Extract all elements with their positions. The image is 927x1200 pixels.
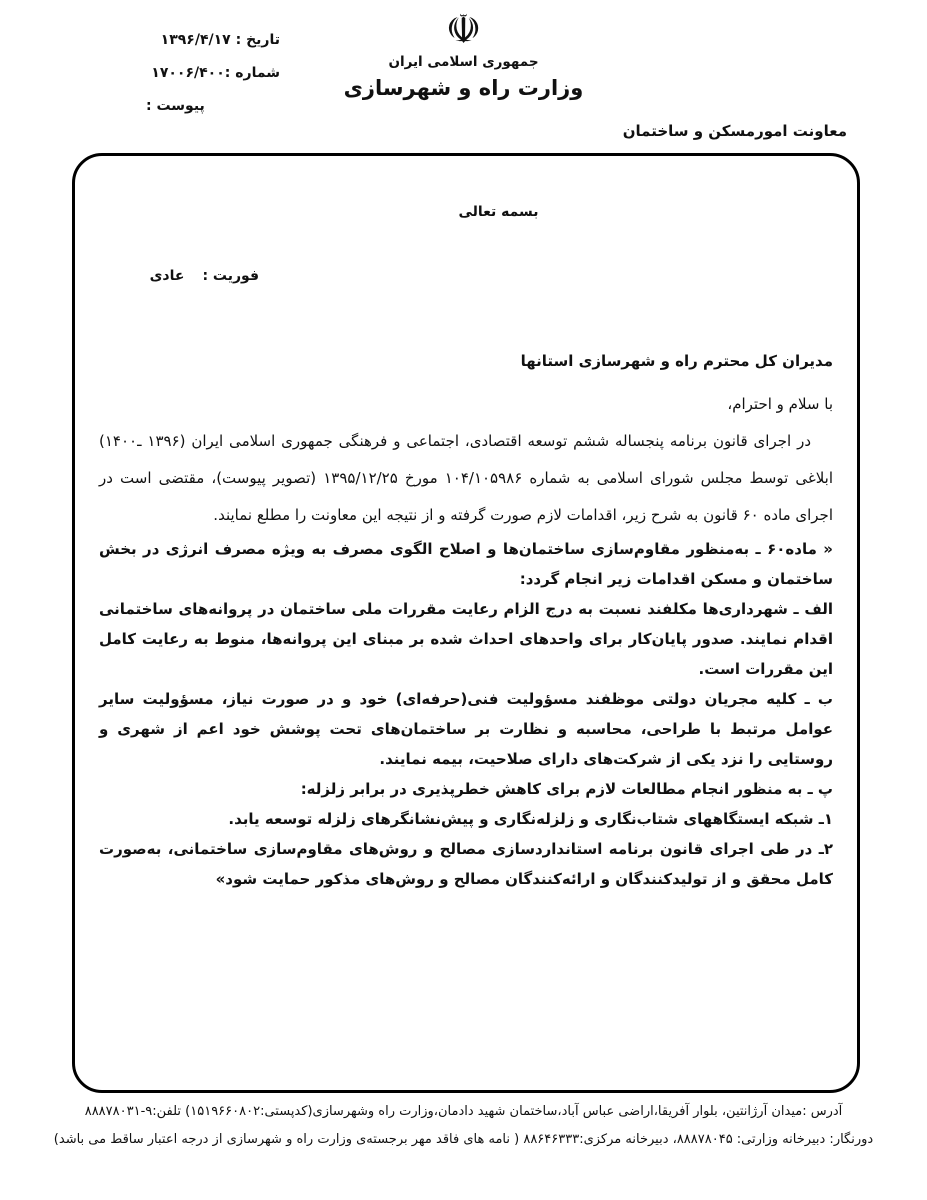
ministry-title: وزارت راه و شهرسازی: [343, 76, 584, 100]
iran-emblem-icon: ☫: [445, 7, 482, 53]
article-paragraph: ب ـ کلیه مجریان دولتی موظفند مسؤولیت فنی(حرفه‌ای) خود و در صورت نیاز، مسؤولیت سایر عوامل مرتبط با طراحی، محاسبه و نظارت بر ساختمان‌های تحت پوشش خود اعم از شهری و روستایی را نزد یکی از شرکت‌های دارای صلاحیت، بیمه نمایند.: [99, 690, 833, 768]
article-paragraph: الف ـ شهرداری‌ها مکلفند نسبت به درج الزام رعایت مقررات ملی ساختمان در پروانه‌های ساختمانی اقدام نمایند. صدور پایان‌کار برای واحدهای احداث شده بر مبنای این پروانه‌ها، منوط به رعایت کامل این مقررات است.: [99, 600, 833, 678]
article-paragraphs: [99, 534, 833, 894]
contact-footer: [0, 1098, 927, 1154]
article-paragraph: ۱ـ شبکه ایستگاههای شتاب‌نگاری و زلزله‌نگاری و پیش‌نشانگرهای زلزله توسعه یابد.: [228, 810, 833, 828]
letterhead-center: [0, 8, 927, 100]
letter-frame: [72, 153, 860, 1093]
number-field: شماره :۱۷۰۰۶/۴۰۰: [151, 65, 280, 81]
recipient-line: مدیران کل محترم راه و شهرسازی استانها: [520, 352, 833, 370]
country-title: جمهوری اسلامی ایران: [388, 54, 539, 70]
urgency-value: عادی: [149, 268, 185, 284]
intro-paragraph: در اجرای قانون برنامه پنجساله ششم توسعه اقتصادی، اجتماعی و فرهنگی جمهوری اسلامی ایران (۱۳۹۶ ـ۱۴۰۰) ابلاغی توسط مجلس شورای اسلامی به شماره ۱۰۴/۱۰۵۹۸۶ مورخ ۱۳۹۵/۱۲/۲۵ (تصویر پیوست)، مقتضی است در اجرای ماده ۶۰ قانون به شرح زیر، اقدامات لازم صورت گرفته و از نتیجه این معاونت را مطلع نمایند.: [99, 432, 833, 524]
urgency-label: فوریت :: [202, 268, 259, 284]
article-paragraph: ۲ـ در طی اجرای قانون برنامه استانداردسازی مصالح و روش‌های مقاوم‌سازی ساختمانی، به‌صورت کامل محقق و از تولیدکنندگان و ارائه‌کنندگان مصالح و روش‌های مذکور حمایت شود»: [99, 840, 833, 888]
deputy-title: معاونت امورمسکن و ساختمان: [622, 122, 847, 140]
salutation-line: با سلام و احترام،: [727, 395, 833, 413]
article-paragraph: « ماده۶۰ ـ به‌منظور مقاوم‌سازی ساختمان‌ها و اصلاح الگوی مصرف به ویژه مصرف انرژی در بخش ساختمان و مسکن اقدامات زیر انجام گردد:: [99, 540, 833, 588]
fax-line: دورنگار: دبیرخانه وزارتی: ۸۸۸۷۸۰۴۵، دبیرخانه مرکزی:۸۸۶۴۶۳۳۳ ( نامه های فاقد مهر برجسته‌ی وزارت راه و شهرسازی از درجه اعتبار ساقط می باشد): [53, 1132, 874, 1147]
attachment-field: پیوست :: [146, 98, 205, 114]
letter-body-text: [99, 386, 833, 894]
basmala-text: بسمه تعالی: [458, 204, 539, 220]
article-paragraph: پ ـ به منظور انجام مطالعات لازم برای کاهش خطرپذیری در برابر زلزله:: [300, 780, 833, 798]
date-field: تاریخ : ۱۳۹۶/۴/۱۷: [160, 32, 280, 48]
urgency-line: [150, 268, 259, 284]
address-line: آدرس :میدان آرژانتین، بلوار آفریقا،اراضی عباس آباد،ساختمان شهید دادمان،وزارت راه وشهرسازی(کدپستی:۱۵۱۹۶۶۰۸۰۲) تلفن:۹-۸۸۸۷۸۰۳۱: [84, 1104, 843, 1119]
